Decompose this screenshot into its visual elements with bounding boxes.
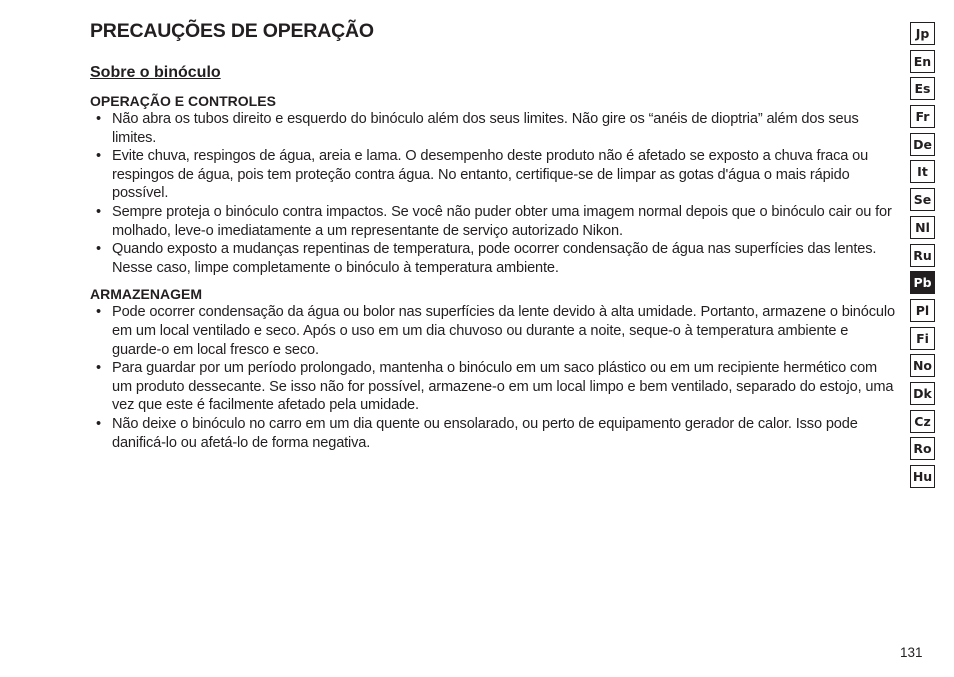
list-item <box>90 415 895 452</box>
lang-tab-ru[interactable]: Ru <box>910 244 935 267</box>
lang-tab-es[interactable]: Es <box>910 77 935 100</box>
language-tabs <box>910 22 935 493</box>
lang-tab-jp[interactable]: Jp <box>910 22 935 45</box>
lang-tab-de[interactable]: De <box>910 133 935 156</box>
list-item-text: Pode ocorrer condensação da água ou bolor nas superfícies da lente devido à alta umidade. Portanto, armazene o binóculo em um local ventilado e seco. Após o uso em um dia chuvoso ou durante a noite, seque-o à temperatura ambiente e guarde-o em local fresco e seco. <box>112 304 895 358</box>
bullet-icon: • <box>96 203 101 220</box>
group-heading-storage: ARMAZENAGEM <box>90 286 202 303</box>
list-item-text: Para guardar por um período prolongado, mantenha o binóculo em um saco plástico ou em um recipiente hermético com um produto dessecante. Se isso não for possível, armazene-o em um local limpo e bem ventilado, separado do estojo, uma vez que este é facilmente afetado pela umidade. <box>112 360 894 414</box>
subsection-title: Sobre o binóculo <box>90 64 221 81</box>
lang-tab-hu[interactable]: Hu <box>910 465 935 488</box>
section-operation-controls <box>90 92 895 277</box>
lang-tab-en[interactable]: En <box>910 50 935 73</box>
list-item <box>90 240 895 277</box>
lang-tab-cz[interactable]: Cz <box>910 410 935 433</box>
section-storage <box>90 285 895 452</box>
list-item-text: Quando exposto a mudanças repentinas de temperatura, pode ocorrer condensação de água nas superfícies das lentes. Nesse caso, limpe completamente o binóculo à temperatura ambiente. <box>112 241 877 276</box>
document-body <box>90 18 895 452</box>
list-item <box>90 203 895 240</box>
bullet-icon: • <box>96 304 101 321</box>
lang-tab-it[interactable]: It <box>910 160 935 183</box>
lang-tab-ro[interactable]: Ro <box>910 437 935 460</box>
bullet-icon: • <box>96 360 101 377</box>
list-item <box>90 110 895 147</box>
page-number: 131 <box>900 645 923 660</box>
bullet-icon: • <box>96 415 101 432</box>
page-title: PRECAUÇÕES DE OPERAÇÃO <box>90 20 374 42</box>
lang-tab-fi[interactable]: Fi <box>910 327 935 350</box>
bullet-icon: • <box>96 148 101 165</box>
list-item-text: Sempre proteja o binóculo contra impactos. Se você não puder obter uma imagem normal depois que o binóculo cair ou for molhado, leve-o imediatamente a um representante de serviço autorizado Nikon. <box>112 203 892 239</box>
lang-tab-nl[interactable]: Nl <box>910 216 935 239</box>
list-item-text: Não abra os tubos direito e esquerdo do binóculo além dos seus limites. Não gire os “anéis de dioptria” além dos seus limites. <box>112 111 859 146</box>
bullet-list-operation <box>90 110 895 277</box>
list-item <box>90 359 895 415</box>
bullet-list-storage <box>90 303 895 452</box>
bullet-icon: • <box>96 241 101 258</box>
lang-tab-pl[interactable]: Pl <box>910 299 935 322</box>
bullet-icon: • <box>96 111 101 127</box>
lang-tab-fr[interactable]: Fr <box>910 105 935 128</box>
lang-tab-dk[interactable]: Dk <box>910 382 935 405</box>
list-item-text: Evite chuva, respingos de água, areia e lama. O desempenho deste produto não é afetado se exposto a chuva fraca ou respingos de água, pois tem proteção contra água. No entanto, certifique-se de limpar as gotas d'água o mais rápido possível. <box>112 148 869 202</box>
lang-tab-pb[interactable]: Pb <box>910 271 935 294</box>
list-item <box>90 147 895 203</box>
group-heading-operation: OPERAÇÃO E CONTROLES <box>90 93 276 109</box>
lang-tab-no[interactable]: No <box>910 354 935 377</box>
lang-tab-se[interactable]: Se <box>910 188 935 211</box>
list-item <box>90 303 895 359</box>
list-item-text: Não deixe o binóculo no carro em um dia quente ou ensolarado, ou perto de equipamento gerador de calor. Isso pode danificá-lo ou afetá-lo de forma negativa. <box>112 415 858 451</box>
